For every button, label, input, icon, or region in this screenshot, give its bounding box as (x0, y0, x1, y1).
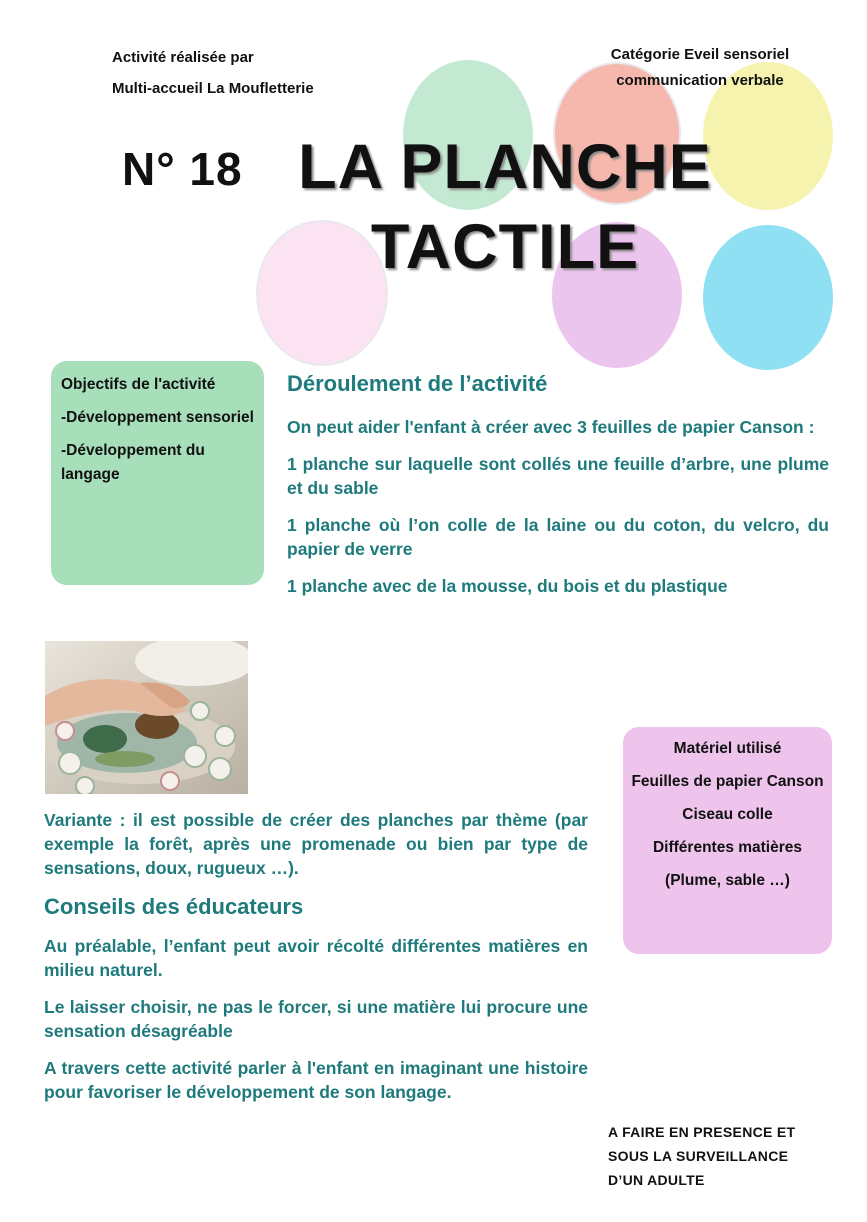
objectives-title: Objectifs de l'activité (61, 376, 216, 393)
deroulement-section (287, 371, 829, 611)
materials-title: Matériel utilisé (673, 740, 782, 757)
warning-line-1: A FAIRE EN PRESENCE ET (608, 1124, 796, 1140)
page-title (270, 127, 740, 287)
deroulement-paragraph: 1 planche avec de la mousse, du bois et du plastique (287, 576, 728, 596)
conseils-paragraph: A travers cette activité parler à l'enfant en imaginant une histoire pour favoriser le développement de son langage. (44, 1058, 588, 1102)
author-block (112, 42, 314, 104)
material-item: Différentes matières (652, 839, 803, 856)
deroulement-paragraph: On peut aider l'enfant à créer avec 3 feuilles de papier Canson : (287, 417, 815, 437)
author-line-1: Activité réalisée par (112, 49, 254, 66)
category-line-2: communication verbale (616, 72, 784, 89)
conseils-paragraph: Au préalable, l’enfant peut avoir récolté différentes matières en milieu naturel. (44, 936, 588, 980)
objective-item: -Développement du langage (61, 442, 205, 483)
category-block (556, 42, 844, 94)
material-item: (Plume, sable …) (665, 872, 790, 889)
supervision-warning (608, 1120, 848, 1192)
conseils-title: Conseils des éducateurs (44, 894, 304, 919)
page-title-line-1: LA PLANCHE (298, 132, 712, 202)
page-title-line-2: TACTILE (370, 212, 640, 282)
variante-paragraph: Variante : il est possible de créer des planches par thème (par exemple la forêt, après une promenade ou bien par type de sensations, doux, rugueux …). (44, 810, 588, 878)
deroulement-paragraph: 1 planche où l’on colle de la laine ou du coton, du velcro, du papier de verre (287, 515, 829, 559)
lower-section (44, 808, 588, 1117)
activity-number: N° 18 (122, 143, 243, 195)
author-line-2: Multi-accueil La Moufletterie (112, 80, 314, 97)
materials-box (623, 727, 832, 954)
category-line-1: Catégorie Eveil sensoriel (610, 46, 790, 63)
activity-photo-illustration (45, 641, 248, 794)
material-item: Feuilles de papier Canson (631, 773, 824, 790)
deroulement-title: Déroulement de l’activité (287, 371, 548, 396)
warning-line-3: D’UN ADULTE (608, 1172, 705, 1188)
objectives-box (51, 361, 264, 585)
objective-item: -Développement sensoriel (61, 409, 254, 426)
activity-photo (45, 641, 248, 794)
material-item: Ciseau colle (682, 806, 773, 823)
deroulement-paragraph: 1 planche sur laquelle sont collés une feuille d’arbre, une plume et du sable (287, 454, 829, 498)
conseils-paragraph: Le laisser choisir, ne pas le forcer, si une matière lui procure une sensation désagréable (44, 997, 588, 1041)
warning-line-2: SOUS LA SURVEILLANCE (608, 1148, 789, 1164)
